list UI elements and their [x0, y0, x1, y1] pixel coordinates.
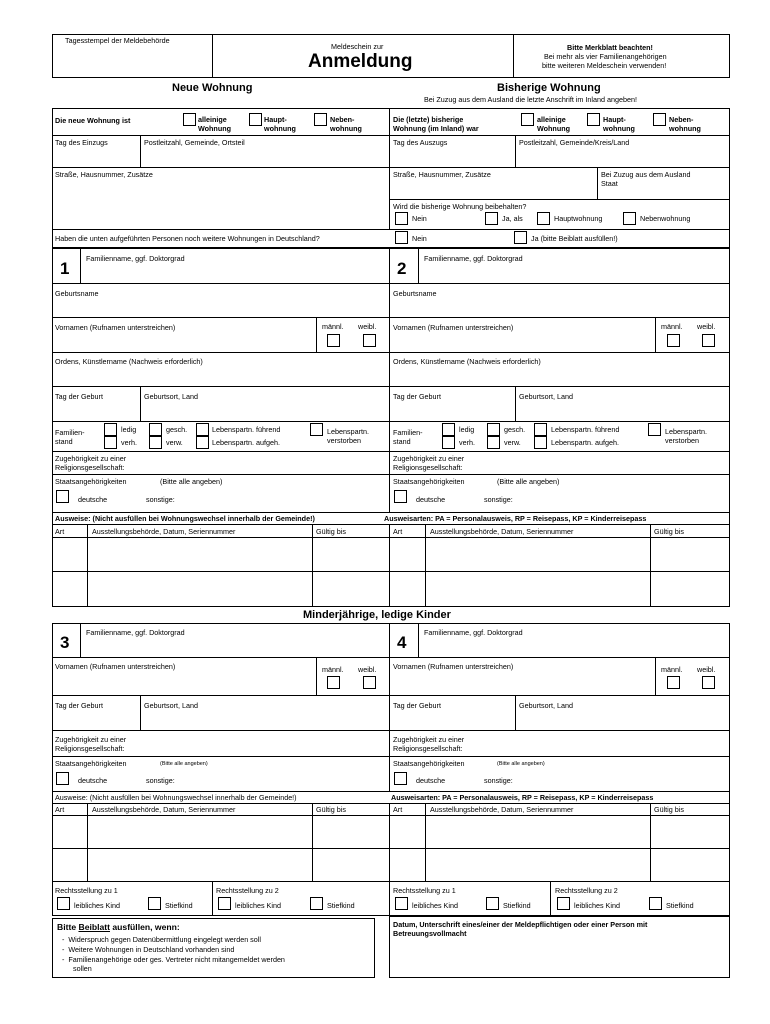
- p4-religion-label-2: Religionsgesellschaft:: [393, 744, 463, 753]
- other-no-checkbox[interactable]: [395, 231, 408, 244]
- p2-single-label: ledig: [459, 425, 475, 434]
- postal-new-label: Postleitzahl, Gemeinde, Ortsteil: [144, 138, 245, 147]
- p3-family-name-label: Familienname, ggf. Doktorgrad: [86, 628, 185, 637]
- cell-divider: [140, 695, 141, 730]
- number-cell-divider: [80, 247, 81, 283]
- prev-was-label-1: Die (letzte) bisherige: [393, 115, 464, 124]
- cell-divider: [515, 135, 516, 167]
- p1-married-checkbox[interactable]: [104, 436, 117, 449]
- number-cell-divider: [418, 247, 419, 283]
- p1-id-valid-header: Gültig bis: [316, 527, 346, 536]
- cell-divider: [212, 881, 213, 916]
- p1-female-checkbox[interactable]: [363, 334, 376, 347]
- kept-no-label: Nein: [412, 214, 427, 223]
- p2-male-label: männl.: [661, 322, 683, 331]
- p4-family-name-field[interactable]: [424, 640, 724, 654]
- p1-divorced-label: gesch.: [166, 425, 188, 434]
- move-in-date-label: Tag des Einzugs: [55, 138, 108, 147]
- p3-ls1-bio-checkbox[interactable]: [57, 897, 70, 910]
- p2-divorced-checkbox[interactable]: [487, 423, 500, 436]
- move-out-date-field[interactable]: [393, 150, 511, 164]
- p2-id-authority-header: Ausstellungsbehörde, Datum, Seriennummer: [430, 527, 574, 536]
- p4-religion-label-1: Zugehörigkeit zu einer: [393, 735, 465, 744]
- person-number-2: 2: [397, 259, 407, 278]
- p4-german-label: deutsche: [416, 776, 446, 785]
- postal-prev-field[interactable]: [519, 150, 725, 164]
- cell-divider: [140, 386, 141, 421]
- row-line: [52, 803, 730, 804]
- p2-family-status-label-2: stand: [393, 437, 411, 446]
- supplement-reason-3-text: Familienangehörige oder ges. Vertreter nicht mitangemeldet werden: [68, 955, 285, 964]
- p1-family-name-label: Familienname, ggf. Doktorgrad: [86, 254, 185, 263]
- postal-new-field[interactable]: [144, 150, 384, 164]
- p1-family-status-label-2: stand: [55, 437, 73, 446]
- p1-family-status-label-1: Familien-: [55, 428, 85, 437]
- p1-family-name-field[interactable]: [86, 266, 384, 280]
- row-line: [52, 229, 730, 230]
- p2-id-type-header: Art: [393, 527, 403, 536]
- p3-german-label: deutsche: [78, 776, 108, 785]
- p2-divorced-label: gesch.: [504, 425, 526, 434]
- p1-partner-active-label: Lebenspartn. führend: [212, 425, 281, 434]
- prev-secondary-checkbox[interactable]: [653, 113, 666, 126]
- p4-nationality-hint: (Bitte alle angeben): [497, 761, 545, 767]
- new-secondary-label-2: wohnung: [330, 124, 362, 133]
- p2-partner-dissolved-checkbox[interactable]: [534, 436, 547, 449]
- row-line: [52, 421, 730, 422]
- p2-male-checkbox[interactable]: [667, 334, 680, 347]
- abroad-label-2: Staat: [601, 179, 618, 188]
- cell-divider: [316, 317, 317, 352]
- p2-family-status-label-1: Familien-: [393, 428, 423, 437]
- row-line: [52, 848, 730, 849]
- p3-id-type-header: Art: [55, 805, 65, 814]
- p3-ls2-bio-checkbox[interactable]: [218, 897, 231, 910]
- kept-yes-checkbox[interactable]: [485, 212, 498, 225]
- supplement-suffix: ausfüllen, wenn:: [110, 922, 180, 932]
- other-dwellings-question: Haben die unten aufgeführten Personen noch weitere Wohnungen in Deutschland?: [55, 234, 320, 243]
- p4-id-valid-header: Gültig bis: [654, 805, 684, 814]
- prev-secondary-label-1: Neben-: [669, 115, 694, 124]
- row-line: [52, 386, 730, 387]
- new-secondary-checkbox[interactable]: [314, 113, 327, 126]
- p4-other-nationality-label: sonstige:: [484, 776, 513, 785]
- new-dwelling-is-label: Die neue Wohnung ist: [55, 116, 131, 125]
- form-subtitle: Meldeschein zur: [331, 42, 384, 51]
- p2-partner-deceased-label-2: verstorben: [665, 436, 699, 445]
- p4-birth-place-label: Geburtsort, Land: [519, 701, 573, 710]
- p2-family-name-field[interactable]: [424, 266, 724, 280]
- p1-single-checkbox[interactable]: [104, 423, 117, 436]
- p1-partner-deceased-checkbox[interactable]: [310, 423, 323, 436]
- street-new-label: Straße, Hausnummer, Zusätze: [55, 170, 153, 179]
- p1-first-names-label: Vornamen (Rufnamen unterstreichen): [55, 323, 176, 332]
- minors-center-divider-2: [389, 803, 390, 916]
- new-main-label-2: wohnung: [264, 124, 296, 133]
- p3-german-checkbox[interactable]: [56, 772, 69, 785]
- stamp-label: Tagesstempel der Meldebehörde: [65, 36, 170, 45]
- section-minors: Minderjährige, ledige Kinder: [303, 609, 451, 621]
- supplement-reason-1-text: Widerspruch gegen Datenübermittlung eingelegt werden soll: [68, 935, 261, 944]
- p4-id-authority-header: Ausstellungsbehörde, Datum, Seriennummer: [430, 805, 574, 814]
- row-line: [389, 199, 730, 200]
- p1-female-label: weibl.: [358, 322, 377, 331]
- p4-ls1-step-label: Stiefkind: [503, 901, 531, 910]
- p3-female-checkbox[interactable]: [363, 676, 376, 689]
- p2-nationality-label: Staatsangehörigkeiten: [393, 477, 465, 486]
- p2-birth-name-label: Geburtsname: [393, 289, 437, 298]
- p3-birth-place-label: Geburtsort, Land: [144, 701, 198, 710]
- row-line: [52, 881, 730, 882]
- supplement-reason-3-cont: sollen: [73, 964, 92, 973]
- p2-religion-label-2: Religionsgesellschaft:: [393, 463, 463, 472]
- p3-first-names-label: Vornamen (Rufnamen unterstreichen): [55, 662, 176, 671]
- row-line: [52, 474, 730, 475]
- p4-ls1-bio-checkbox[interactable]: [395, 897, 408, 910]
- p4-male-label: männl.: [661, 665, 683, 674]
- p2-birth-name-field[interactable]: [393, 300, 725, 314]
- row-line: [52, 451, 730, 452]
- cell-divider: [316, 657, 317, 695]
- cell-divider: [655, 317, 656, 352]
- supplement-heading: [57, 922, 180, 932]
- p3-ls2-step-label: Stiefkind: [327, 901, 355, 910]
- p1-widowed-checkbox[interactable]: [149, 436, 162, 449]
- prev-sole-label-2: Wohnung: [537, 124, 570, 133]
- p1-divorced-checkbox[interactable]: [149, 423, 162, 436]
- header-divider-right: [513, 34, 514, 78]
- section-new-dwelling: Neue Wohnung: [172, 82, 253, 94]
- move-in-date-field[interactable]: [56, 150, 136, 164]
- prev-was-label-2: Wohnung (im Inland) war: [393, 124, 479, 133]
- p1-married-label: verh.: [121, 438, 137, 447]
- signature-label-2: Betreuungsvollmacht: [393, 929, 467, 938]
- prev-main-checkbox[interactable]: [587, 113, 600, 126]
- p1-partner-active-checkbox[interactable]: [196, 423, 209, 436]
- p2-partner-dissolved-label: Lebenspartn. aufgeh.: [551, 438, 619, 447]
- kept-secondary-checkbox[interactable]: [623, 212, 636, 225]
- p2-partner-deceased-checkbox[interactable]: [648, 423, 661, 436]
- p2-partner-active-label: Lebenspartn. führend: [551, 425, 620, 434]
- p1-birth-place-label: Geburtsort, Land: [144, 392, 198, 401]
- supplement-link[interactable]: Beiblatt: [78, 922, 110, 932]
- p1-german-label: deutsche: [78, 495, 108, 504]
- new-sole-label-2: Wohnung: [198, 124, 231, 133]
- other-yes-checkbox[interactable]: [514, 231, 527, 244]
- p1-male-label: männl.: [322, 322, 344, 331]
- p3-ls1-step-label: Stiefkind: [165, 901, 193, 910]
- prev-main-label-1: Haupt-: [603, 115, 626, 124]
- row-line: [52, 537, 730, 538]
- p1-german-checkbox[interactable]: [56, 490, 69, 503]
- row-line: [52, 756, 730, 757]
- row-line: [52, 815, 730, 816]
- p4-ls2-bio-label: leibliches Kind: [574, 901, 620, 910]
- notice-title: Bitte Merkblatt beachten!: [567, 43, 653, 52]
- p1-widowed-label: verw.: [166, 438, 183, 447]
- p3-ls2-bio-label: leibliches Kind: [235, 901, 281, 910]
- p4-nationality-label: Staatsangehörigkeiten: [393, 759, 465, 768]
- p2-partner-deceased-label-1: Lebenspartn.: [665, 427, 707, 436]
- p2-widowed-checkbox[interactable]: [487, 436, 500, 449]
- p1-nationality-hint: (Bitte alle angeben): [160, 477, 223, 486]
- signature-label-1: Datum, Unterschrift eines/einer der Meldepflichtigen oder einer Person mit: [393, 920, 648, 929]
- kept-question: Wird die bisherige Wohnung beibehalten?: [393, 202, 527, 211]
- p4-id-type-header: Art: [393, 805, 403, 814]
- new-sole-checkbox[interactable]: [183, 113, 196, 126]
- kept-no-checkbox[interactable]: [395, 212, 408, 225]
- p3-ls1-bio-label: leibliches Kind: [74, 901, 120, 910]
- supplement-reason-3: - Familienangehörige oder ges. Vertreter nicht mitangemeldet werden: [62, 955, 285, 964]
- row-line: [52, 791, 730, 792]
- p2-religion-label-1: Zugehörigkeit zu einer: [393, 454, 465, 463]
- p2-partner-active-checkbox[interactable]: [534, 423, 547, 436]
- new-main-checkbox[interactable]: [249, 113, 262, 126]
- p3-family-name-field[interactable]: [86, 640, 384, 654]
- move-out-date-label: Tag des Auszugs: [393, 138, 448, 147]
- p1-partner-deceased-label-2: verstorben: [327, 436, 361, 445]
- p3-other-nationality-label: sonstige:: [146, 776, 175, 785]
- main-center-divider: [389, 108, 390, 230]
- p4-legal-status-1-label: Rechtsstellung zu 1: [393, 886, 456, 895]
- p1-id-type-header: Art: [55, 527, 65, 536]
- p3-legal-status-1-label: Rechtsstellung zu 1: [55, 886, 118, 895]
- street-prev-label: Straße, Hausnummer, Zusätze: [393, 170, 491, 179]
- new-main-label-1: Haupt-: [264, 115, 287, 124]
- number-cell-divider: [80, 623, 81, 657]
- p3-male-label: männl.: [322, 665, 344, 674]
- main-center-divider-2: [389, 247, 390, 512]
- supplement-prefix: Bitte: [57, 922, 79, 932]
- section-previous-dwelling: Bisherige Wohnung: [497, 82, 601, 94]
- other-yes-label: Ja (bitte Beiblatt ausfüllen!): [531, 234, 618, 243]
- p3-male-checkbox[interactable]: [327, 676, 340, 689]
- row-line: [52, 135, 730, 136]
- p1-religion-label-2: Religionsgesellschaft:: [55, 463, 125, 472]
- p3-birth-date-label: Tag der Geburt: [55, 701, 103, 710]
- p1-birth-date-label: Tag der Geburt: [55, 392, 103, 401]
- p2-married-checkbox[interactable]: [442, 436, 455, 449]
- p3-id-authority-header: Ausstellungsbehörde, Datum, Seriennummer: [92, 805, 236, 814]
- p1-birth-name-label: Geburtsname: [55, 289, 99, 298]
- p3-ls1-step-checkbox[interactable]: [148, 897, 161, 910]
- abroad-label-1: Bei Zuzug aus dem Ausland: [601, 170, 691, 179]
- p2-birth-date-label: Tag der Geburt: [393, 392, 441, 401]
- prev-sole-checkbox[interactable]: [521, 113, 534, 126]
- p3-legal-status-2-label: Rechtsstellung zu 2: [216, 886, 279, 895]
- supplement-reason-1: - Widerspruch gegen Datenübermittlung eingelegt werden soll: [62, 935, 261, 944]
- p2-german-label: deutsche: [416, 495, 446, 504]
- cell-divider: [515, 386, 516, 421]
- p1-id-authority-header: Ausstellungsbehörde, Datum, Seriennummer: [92, 527, 236, 536]
- street-new-field[interactable]: [56, 182, 384, 196]
- previous-dwelling-note: Bei Zuzug aus dem Ausland die letzte Anschrift im Inland angeben!: [424, 95, 637, 104]
- row-line: [52, 695, 730, 696]
- p2-single-checkbox[interactable]: [442, 423, 455, 436]
- kept-main-label: Hauptwohnung: [554, 214, 603, 223]
- person-number-4: 4: [397, 633, 407, 652]
- minors-ids-bar-right: Ausweisarten: PA = Personalausweis, RP = Reisepass, KP = Kinderreisepass: [391, 793, 654, 802]
- person-number-1: 1: [60, 259, 70, 278]
- cell-divider: [515, 695, 516, 730]
- p1-male-checkbox[interactable]: [327, 334, 340, 347]
- notice-line-2: bitte weiteren Meldeschein verwenden!: [542, 61, 667, 70]
- prev-sole-label-1: alleinige: [537, 115, 566, 124]
- p2-german-checkbox[interactable]: [394, 490, 407, 503]
- p3-nationality-hint: (Bitte alle angeben): [160, 761, 208, 767]
- new-secondary-label-1: Neben-: [330, 115, 355, 124]
- row-line: [52, 730, 730, 731]
- minors-ids-bar-left: Ausweise: (Nicht ausfüllen bei Wohnungswechsel innerhalb der Gemeinde!): [55, 793, 297, 802]
- p2-religious-name-label: Ordens, Künstlername (Nachweis erforderlich): [393, 357, 541, 366]
- p4-first-names-label: Vornamen (Rufnamen unterstreichen): [393, 662, 514, 671]
- p1-religion-label-1: Zugehörigkeit zu einer: [55, 454, 127, 463]
- kept-secondary-label: Nebenwohnung: [640, 214, 691, 223]
- row-line: [52, 167, 730, 168]
- p3-ls2-step-checkbox[interactable]: [310, 897, 323, 910]
- p2-family-name-label: Familienname, ggf. Doktorgrad: [424, 254, 523, 263]
- p4-female-checkbox[interactable]: [702, 676, 715, 689]
- street-prev-field[interactable]: [393, 182, 593, 196]
- minors-center-divider: [389, 623, 390, 791]
- p1-religious-name-label: Ordens, Künstlername (Nachweis erforderlich): [55, 357, 203, 366]
- ids-bar-left: Ausweise: (Nicht ausfüllen bei Wohnungswechsel innerhalb der Gemeinde!): [55, 514, 315, 523]
- p4-birth-date-label: Tag der Geburt: [393, 701, 441, 710]
- supplement-reason-2: - Weitere Wohnungen in Deutschland vorhanden sind: [62, 945, 235, 954]
- p2-other-nationality-label: sonstige:: [484, 495, 513, 504]
- p2-first-names-label: Vornamen (Rufnamen unterstreichen): [393, 323, 514, 332]
- header-divider-left: [212, 34, 213, 78]
- kept-yes-label: Ja, als: [502, 214, 523, 223]
- p4-ls1-bio-label: leibliches Kind: [412, 901, 458, 910]
- p3-religion-label-1: Zugehörigkeit zu einer: [55, 735, 127, 744]
- p1-nationality-label: Staatsangehörigkeiten: [55, 477, 127, 486]
- p4-ls2-step-checkbox[interactable]: [649, 897, 662, 910]
- p2-widowed-label: verw.: [504, 438, 521, 447]
- row-line: [52, 524, 730, 525]
- kept-main-checkbox[interactable]: [537, 212, 550, 225]
- p1-partner-deceased-label-1: Lebenspartn.: [327, 427, 369, 436]
- notice-line-1: Bei mehr als vier Familienangehörigen: [544, 52, 667, 61]
- p2-birth-place-label: Geburtsort, Land: [519, 392, 573, 401]
- p2-nationality-hint: (Bitte alle angeben): [497, 477, 560, 486]
- postal-prev-label: Postleitzahl, Gemeinde/Kreis/Land: [519, 138, 630, 147]
- other-no-label: Nein: [412, 234, 427, 243]
- p4-male-checkbox[interactable]: [667, 676, 680, 689]
- p1-single-label: ledig: [121, 425, 137, 434]
- cell-divider: [655, 657, 656, 695]
- row-line: [52, 512, 730, 513]
- cell-divider: [140, 135, 141, 167]
- p1-partner-dissolved-label: Lebenspartn. aufgeh.: [212, 438, 280, 447]
- person-number-3: 3: [60, 633, 70, 652]
- form-title: Anmeldung: [308, 51, 413, 72]
- p4-ls2-bio-checkbox[interactable]: [557, 897, 570, 910]
- ids-bar-right: Ausweisarten: PA = Personalausweis, RP = Reisepass, KP = Kinderreisepass: [384, 514, 647, 523]
- p1-birth-name-field[interactable]: [56, 300, 384, 314]
- row-line: [52, 657, 730, 658]
- p2-female-checkbox[interactable]: [702, 334, 715, 347]
- p3-nationality-label: Staatsangehörigkeiten: [55, 759, 127, 768]
- p4-ls1-step-checkbox[interactable]: [486, 897, 499, 910]
- cell-divider: [550, 881, 551, 916]
- p4-family-name-label: Familienname, ggf. Doktorgrad: [424, 628, 523, 637]
- p2-id-valid-header: Gültig bis: [654, 527, 684, 536]
- p1-other-nationality-label: sonstige:: [146, 495, 175, 504]
- supplement-reason-2-text: Weitere Wohnungen in Deutschland vorhanden sind: [68, 945, 235, 954]
- p4-legal-status-2-label: Rechtsstellung zu 2: [555, 886, 618, 895]
- row-line-thick: [52, 247, 730, 249]
- row-line: [52, 352, 730, 353]
- row-line: [52, 283, 730, 284]
- p4-german-checkbox[interactable]: [394, 772, 407, 785]
- p3-id-valid-header: Gültig bis: [316, 805, 346, 814]
- prev-main-label-2: wohnung: [603, 124, 635, 133]
- row-line: [52, 317, 730, 318]
- p3-religion-label-2: Religionsgesellschaft:: [55, 744, 125, 753]
- cell-divider: [597, 167, 598, 199]
- p1-partner-dissolved-checkbox[interactable]: [196, 436, 209, 449]
- p4-female-label: weibl.: [697, 665, 716, 674]
- prev-secondary-label-2: wohnung: [669, 124, 701, 133]
- number-cell-divider: [418, 623, 419, 657]
- p2-female-label: weibl.: [697, 322, 716, 331]
- row-line: [52, 571, 730, 572]
- p3-female-label: weibl.: [358, 665, 377, 674]
- p4-ls2-step-label: Stiefkind: [666, 901, 694, 910]
- p2-married-label: verh.: [459, 438, 475, 447]
- new-sole-label-1: alleinige: [198, 115, 227, 124]
